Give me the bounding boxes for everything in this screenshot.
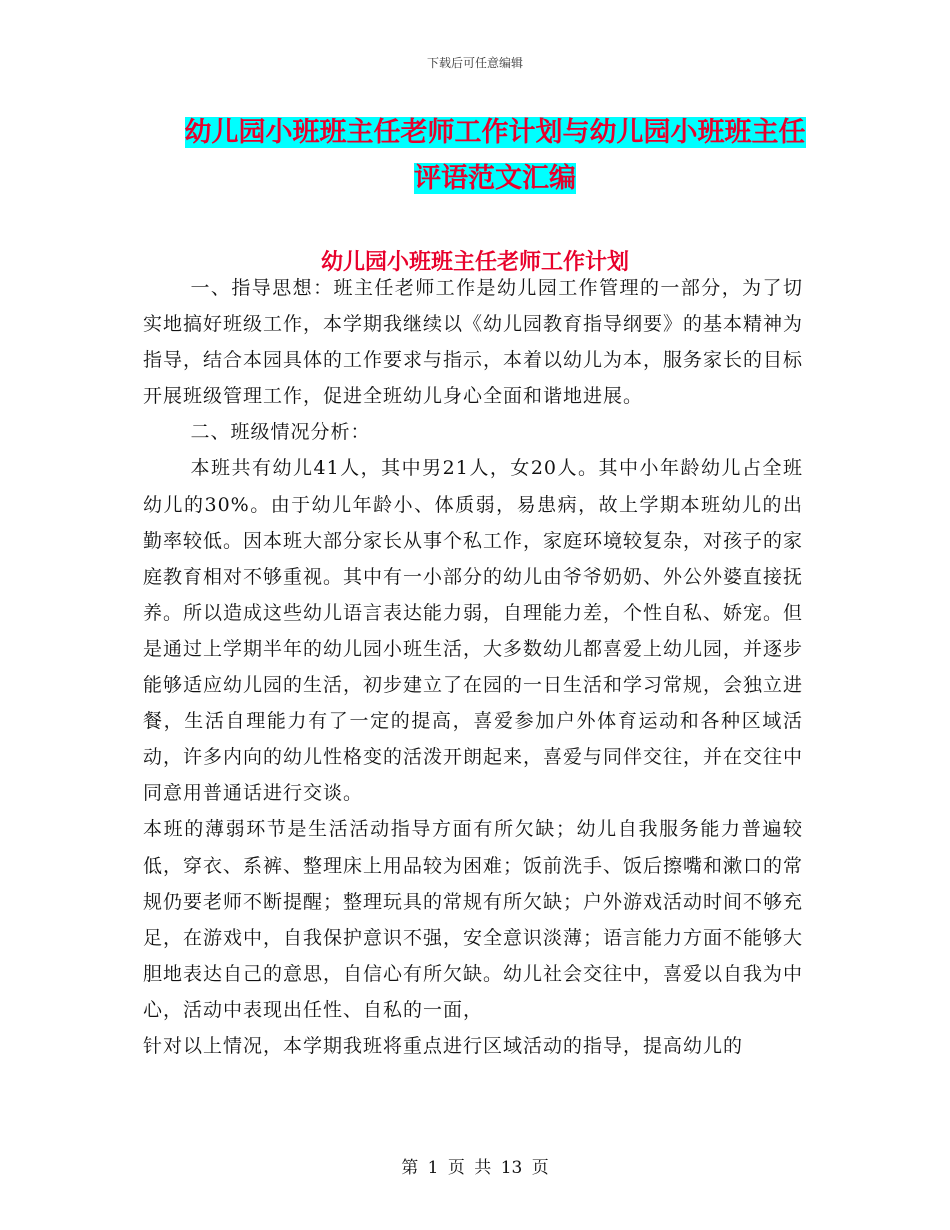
document-title-line-2: 评语范文汇编: [414, 163, 576, 194]
paragraph-plan-intro: 针对以上情况，本学期我班将重点进行区域活动的指导，提高幼儿的: [143, 1034, 744, 1057]
document-body: [143, 270, 803, 1064]
paragraph-class-analysis-heading: 二、班级情况分析：: [190, 421, 371, 444]
header-note: 下载后可任意编辑: [426, 56, 523, 70]
paragraph-class-situation: 本班共有幼儿41人，其中男21人，女20人。其中小年龄幼儿占全班幼儿的30%。由于幼儿年龄小、体质弱，易患病，故上学期本班幼儿的出勤率较低。因本班大部分家长从事个私工作，家庭环境较复杂，对孩子的家庭教育相对不够重视。其中有一小部分的幼儿由爷爷奶奶、外公外婆直接抚养。所以造成这些幼儿语言表达能力弱，自理能力差，个性自私、娇宠。但是通过上学期半年的幼儿园小班生活，大多数幼儿都喜爱上幼儿园，并逐步能够适应幼儿园的生活，初步建立了在园的一日生活和学习常规，会独立进餐，生活自理能力有了一定的提高，喜爱参加户外体育运动和各种区域活动，许多内向的幼儿性格变的活泼开朗起来，喜爱与同伴交往，并在交往中同意用普通话进行交谈。: [143, 457, 804, 805]
page-footer: 第 1 页 共 13 页: [401, 1158, 549, 1178]
paragraph-weaknesses: 本班的薄弱环节是生活活动指导方面有所欠缺；幼儿自我服务能力普遍较低，穿衣、系裤、整理床上用品较为困难；饭前洗手、饭后擦嘴和漱口的常规仍要老师不断提醒；整理玩具的常规有所欠缺；户外游戏活动时间不够充足，在游戏中，自我保护意识不强，安全意识淡薄；语言能力方面不能够大胆地表达自己的意思，自信心有所欠缺。幼儿社会交往中，喜爱以自我为中心，活动中表现出任性、自私的一面，: [143, 818, 804, 1021]
document-title-line-1: 幼儿园小班班主任老师工作计划与幼儿园小班班主任: [184, 117, 806, 148]
section-title: 幼儿园小班班主任老师工作计划: [320, 249, 629, 275]
document-title: [150, 110, 840, 202]
paragraph-guiding-ideology: 一、指导思想：班主任老师工作是幼儿园工作管理的一部分，为了切实地搞好班级工作，本学期我继续以《幼儿园教育指导纲要》的基本精神为指导，结合本园具体的工作要求与指示，本着以幼儿为本，服务家长的目标开展班级管理工作，促进全班幼儿身心全面和谐地进展。: [143, 277, 804, 408]
